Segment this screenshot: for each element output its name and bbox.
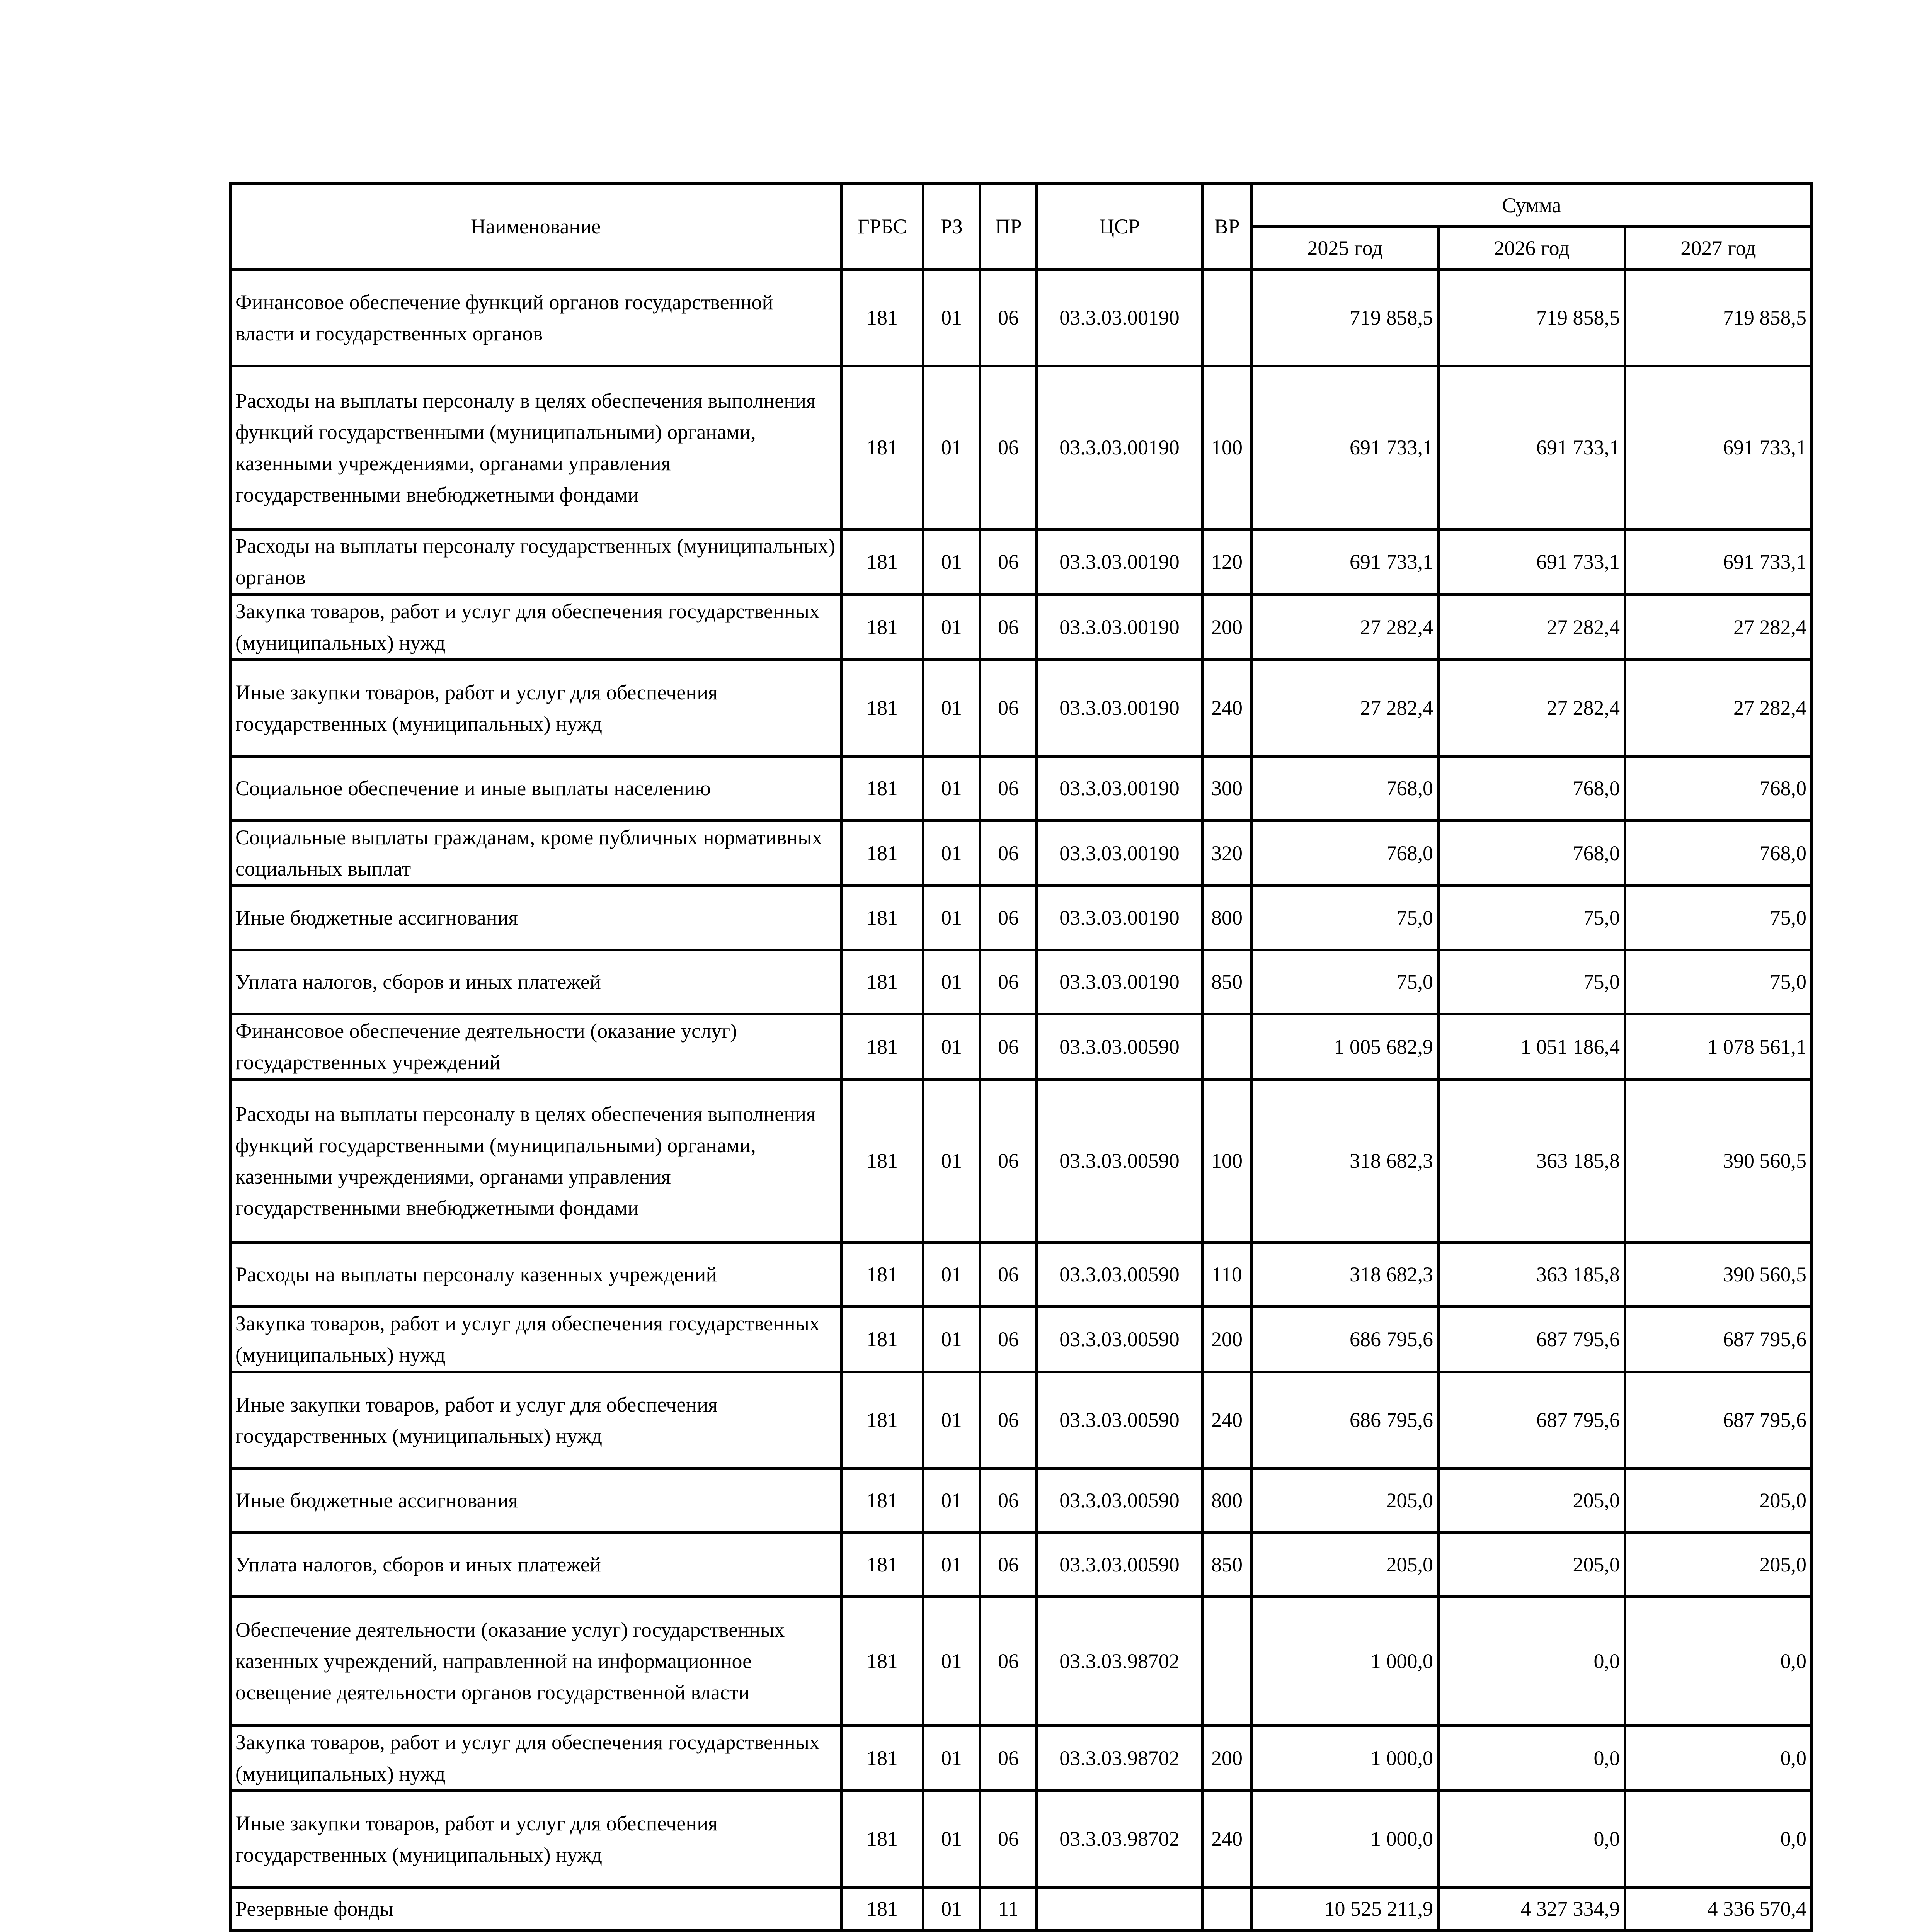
cell-grbs: 181 xyxy=(841,270,923,366)
cell-rz: 01 xyxy=(923,1888,980,1930)
cell-2027: 0,0 xyxy=(1625,1726,1812,1791)
cell-name: Иные закупки товаров, работ и услуг для обеспечения государственных (муниципальных) нужд xyxy=(230,660,841,757)
cell-vr: 300 xyxy=(1202,757,1252,821)
cell-name: Расходы на выплаты персоналу в целях обеспечения выполнения функций государственными (муниципальными) органами, казенными учреждениями, органами управления государственными внебюджетными фондами xyxy=(230,1080,841,1243)
cell-name: Иные закупки товаров, работ и услуг для обеспечения государственных (муниципальных) нужд xyxy=(230,1372,841,1469)
header-sum: Сумма xyxy=(1252,184,1812,227)
cell-2026: 687 795,6 xyxy=(1439,1372,1625,1469)
cell-2027: 1 078 561,1 xyxy=(1625,1014,1812,1080)
cell-csr: 03.3.03.98702 xyxy=(1037,1597,1202,1726)
cell-vr xyxy=(1202,1888,1252,1930)
header-2027: 2027 год xyxy=(1625,227,1812,270)
cell-2026: 0,0 xyxy=(1439,1791,1625,1888)
cell-csr: 03.3.03.00590 xyxy=(1037,1243,1202,1307)
cell-2027: 205,0 xyxy=(1625,1533,1812,1597)
cell-rz: 01 xyxy=(923,1726,980,1791)
cell-vr xyxy=(1202,1014,1252,1080)
cell-2025: 75,0 xyxy=(1252,950,1439,1014)
table-body xyxy=(230,270,1812,1932)
cell-2025: 686 795,6 xyxy=(1252,1372,1439,1469)
cell-pr: 06 xyxy=(980,595,1037,660)
cell-pr: 06 xyxy=(980,660,1037,757)
cell-vr: 110 xyxy=(1202,1243,1252,1307)
cell-pr: 06 xyxy=(980,1243,1037,1307)
cell-2025: 27 282,4 xyxy=(1252,595,1439,660)
cell-2027: 390 560,5 xyxy=(1625,1080,1812,1243)
cell-pr: 06 xyxy=(980,1469,1037,1533)
cell-grbs xyxy=(841,1930,923,1932)
cell-pr: 06 xyxy=(980,1726,1037,1791)
cell-2026: 691 733,1 xyxy=(1439,529,1625,595)
cell-name: Обеспечение деятельности (оказание услуг) государственных казенных учреждений, направленной на информационное освещение деятельности органов государственной власти xyxy=(230,1597,841,1726)
cell-2026: 0,0 xyxy=(1439,1726,1625,1791)
cell-2027: 390 560,5 xyxy=(1625,1243,1812,1307)
cell-grbs: 181 xyxy=(841,757,923,821)
cell-vr xyxy=(1202,270,1252,366)
cell-rz: 01 xyxy=(923,757,980,821)
header-name: Наименование xyxy=(230,184,841,270)
cell-2026: 1 051 186,4 xyxy=(1439,1014,1625,1080)
cell-name: Социальное обеспечение и иные выплаты населению xyxy=(230,757,841,821)
cell-2025: 205,0 xyxy=(1252,1469,1439,1533)
cell-csr: 03.3.03.00190 xyxy=(1037,950,1202,1014)
cell-csr: 03.3.03.00590 xyxy=(1037,1014,1202,1080)
cell-2026: 205,0 xyxy=(1439,1469,1625,1533)
cell-pr: 06 xyxy=(980,1372,1037,1469)
cell-2026: 27 282,4 xyxy=(1439,595,1625,660)
cell-2027: 768,0 xyxy=(1625,757,1812,821)
table-row xyxy=(230,1469,1812,1533)
cell-2026: 768,0 xyxy=(1439,757,1625,821)
cell-rz: 01 xyxy=(923,950,980,1014)
cell-csr: 03.3.03.00190 xyxy=(1037,821,1202,886)
cell-grbs: 181 xyxy=(841,1469,923,1533)
cell-grbs: 181 xyxy=(841,1791,923,1888)
table-row xyxy=(230,1014,1812,1080)
cell-grbs: 181 xyxy=(841,821,923,886)
cell-vr: 800 xyxy=(1202,1469,1252,1533)
cell-rz: 01 xyxy=(923,660,980,757)
cell-name: Иные бюджетные ассигнования xyxy=(230,1469,841,1533)
cell-rz: 01 xyxy=(923,1597,980,1726)
cell-rz xyxy=(923,1930,980,1932)
cell-name: Расходы на выплаты персоналу государственных (муниципальных) органов xyxy=(230,529,841,595)
cell-name: Закупка товаров, работ и услуг для обеспечения государственных (муниципальных) нужд xyxy=(230,1726,841,1791)
cell-csr: 03.3.03.00190 xyxy=(1037,595,1202,660)
cell-csr xyxy=(1037,1930,1202,1932)
cell-rz: 01 xyxy=(923,1469,980,1533)
cell-name xyxy=(230,1930,841,1932)
cell-csr: 03.3.03.00590 xyxy=(1037,1080,1202,1243)
table-row xyxy=(230,595,1812,660)
cell-2027: 27 282,4 xyxy=(1625,595,1812,660)
cell-name: Финансовое обеспечение деятельности (оказание услуг) государственных учреждений xyxy=(230,1014,841,1080)
cell-pr: 06 xyxy=(980,821,1037,886)
cell-rz: 01 xyxy=(923,1791,980,1888)
cell-rz: 01 xyxy=(923,595,980,660)
cell-name: Финансовое обеспечение функций органов государственной власти и государственных органов xyxy=(230,270,841,366)
header-csr: ЦСР xyxy=(1037,184,1202,270)
cell-vr: 200 xyxy=(1202,1307,1252,1372)
cell-csr: 03.3.03.00190 xyxy=(1037,270,1202,366)
cell-pr: 06 xyxy=(980,1307,1037,1372)
cell-name: Иные закупки товаров, работ и услуг для обеспечения государственных (муниципальных) нужд xyxy=(230,1791,841,1888)
cell-csr xyxy=(1037,1888,1202,1930)
table-row xyxy=(230,529,1812,595)
cell-csr: 03.3.03.98702 xyxy=(1037,1791,1202,1888)
cell-2025: 1 005 682,9 xyxy=(1252,1014,1439,1080)
cell-2027: 687 795,6 xyxy=(1625,1372,1812,1469)
table-row xyxy=(230,886,1812,950)
cell-grbs: 181 xyxy=(841,1726,923,1791)
cell-2026: 719 858,5 xyxy=(1439,270,1625,366)
cell-grbs: 181 xyxy=(841,1372,923,1469)
cell-csr: 03.3.03.00190 xyxy=(1037,660,1202,757)
cell-2026: 205,0 xyxy=(1439,1533,1625,1597)
table-row xyxy=(230,1597,1812,1726)
cell-2027 xyxy=(1625,1930,1812,1932)
header-2025: 2025 год xyxy=(1252,227,1439,270)
cell-2025: 719 858,5 xyxy=(1252,270,1439,366)
cell-2027: 75,0 xyxy=(1625,950,1812,1014)
cell-csr: 03.3.03.00590 xyxy=(1037,1469,1202,1533)
cell-vr: 320 xyxy=(1202,821,1252,886)
cell-csr: 03.3.03.00190 xyxy=(1037,529,1202,595)
cell-vr: 200 xyxy=(1202,1726,1252,1791)
cell-2027: 75,0 xyxy=(1625,886,1812,950)
cell-vr: 800 xyxy=(1202,886,1252,950)
cell-2026: 687 795,6 xyxy=(1439,1307,1625,1372)
cell-2027: 691 733,1 xyxy=(1625,366,1812,529)
cell-2026: 768,0 xyxy=(1439,821,1625,886)
cell-name: Расходы на выплаты персоналу казенных учреждений xyxy=(230,1243,841,1307)
cell-grbs: 181 xyxy=(841,1533,923,1597)
cell-2027: 205,0 xyxy=(1625,1469,1812,1533)
cell-csr: 03.3.03.00190 xyxy=(1037,366,1202,529)
cell-pr: 06 xyxy=(980,1533,1037,1597)
cell-rz: 01 xyxy=(923,821,980,886)
cell-vr: 120 xyxy=(1202,529,1252,595)
cell-name: Уплата налогов, сборов и иных платежей xyxy=(230,1533,841,1597)
cell-2027: 4 336 570,4 xyxy=(1625,1888,1812,1930)
table-row xyxy=(230,1372,1812,1469)
table-row xyxy=(230,1307,1812,1372)
cell-2026 xyxy=(1439,1930,1625,1932)
cell-csr: 03.3.03.00190 xyxy=(1037,886,1202,950)
cell-pr: 06 xyxy=(980,1597,1037,1726)
cell-2025: 686 795,6 xyxy=(1252,1307,1439,1372)
cell-2025: 75,0 xyxy=(1252,886,1439,950)
cell-rz: 01 xyxy=(923,529,980,595)
cell-grbs: 181 xyxy=(841,660,923,757)
cell-2026: 27 282,4 xyxy=(1439,660,1625,757)
cell-grbs: 181 xyxy=(841,529,923,595)
cell-name: Резервные фонды xyxy=(230,1888,841,1930)
cell-rz: 01 xyxy=(923,366,980,529)
cell-vr: 100 xyxy=(1202,1080,1252,1243)
cell-2027: 719 858,5 xyxy=(1625,270,1812,366)
header-pr: ПР xyxy=(980,184,1037,270)
cell-grbs: 181 xyxy=(841,1597,923,1726)
cell-vr: 200 xyxy=(1202,595,1252,660)
header-2026: 2026 год xyxy=(1439,227,1625,270)
cell-grbs: 181 xyxy=(841,1888,923,1930)
cell-name: Закупка товаров, работ и услуг для обеспечения государственных (муниципальных) нужд xyxy=(230,1307,841,1372)
cell-pr: 06 xyxy=(980,886,1037,950)
table-row xyxy=(230,366,1812,529)
cell-csr: 03.3.03.98702 xyxy=(1037,1726,1202,1791)
header-grbs: ГРБС xyxy=(841,184,923,270)
cell-2025 xyxy=(1252,1930,1439,1932)
cell-2027: 0,0 xyxy=(1625,1791,1812,1888)
cell-2025: 205,0 xyxy=(1252,1533,1439,1597)
cell-2025: 691 733,1 xyxy=(1252,366,1439,529)
cell-2025: 27 282,4 xyxy=(1252,660,1439,757)
cell-name: Расходы на выплаты персоналу в целях обеспечения выполнения функций государственными (муниципальными) органами, казенными учреждениями, органами управления государственными внебюджетными фондами xyxy=(230,366,841,529)
cell-csr: 03.3.03.00590 xyxy=(1037,1372,1202,1469)
cell-grbs: 181 xyxy=(841,1307,923,1372)
cell-2027: 27 282,4 xyxy=(1625,660,1812,757)
cell-rz: 01 xyxy=(923,1307,980,1372)
table-row xyxy=(230,1726,1812,1791)
cell-2025: 1 000,0 xyxy=(1252,1597,1439,1726)
cell-2026: 0,0 xyxy=(1439,1597,1625,1726)
cell-2026: 691 733,1 xyxy=(1439,366,1625,529)
cell-pr: 06 xyxy=(980,1014,1037,1080)
cell-2025: 691 733,1 xyxy=(1252,529,1439,595)
cell-rz: 01 xyxy=(923,1533,980,1597)
cell-2025: 318 682,3 xyxy=(1252,1080,1439,1243)
cell-pr: 06 xyxy=(980,1791,1037,1888)
cell-vr: 240 xyxy=(1202,1372,1252,1469)
cell-2026: 363 185,8 xyxy=(1439,1080,1625,1243)
cell-vr: 240 xyxy=(1202,660,1252,757)
cell-2027: 768,0 xyxy=(1625,821,1812,886)
cell-rz: 01 xyxy=(923,1243,980,1307)
cell-rz: 01 xyxy=(923,270,980,366)
cell-name: Иные бюджетные ассигнования xyxy=(230,886,841,950)
table-row xyxy=(230,757,1812,821)
table-row xyxy=(230,660,1812,757)
cell-pr xyxy=(980,1930,1037,1932)
cell-2027: 687 795,6 xyxy=(1625,1307,1812,1372)
cell-pr: 06 xyxy=(980,1080,1037,1243)
table-row xyxy=(230,1080,1812,1243)
cell-pr: 06 xyxy=(980,366,1037,529)
table-row xyxy=(230,950,1812,1014)
cell-rz: 01 xyxy=(923,1372,980,1469)
cell-csr: 03.3.03.00190 xyxy=(1037,757,1202,821)
cell-pr: 06 xyxy=(980,950,1037,1014)
cell-2026: 75,0 xyxy=(1439,950,1625,1014)
table-row xyxy=(230,270,1812,366)
cell-vr: 850 xyxy=(1202,1533,1252,1597)
cell-csr: 03.3.03.00590 xyxy=(1037,1307,1202,1372)
table-row xyxy=(230,1243,1812,1307)
table-row xyxy=(230,821,1812,886)
cell-2025: 768,0 xyxy=(1252,757,1439,821)
cell-name: Уплата налогов, сборов и иных платежей xyxy=(230,950,841,1014)
header-vr: ВР xyxy=(1202,184,1252,270)
cell-rz: 01 xyxy=(923,1080,980,1243)
cell-2025: 1 000,0 xyxy=(1252,1726,1439,1791)
table-row xyxy=(230,1533,1812,1597)
cell-2026: 4 327 334,9 xyxy=(1439,1888,1625,1930)
cell-name: Закупка товаров, работ и услуг для обеспечения государственных (муниципальных) нужд xyxy=(230,595,841,660)
cell-pr: 06 xyxy=(980,270,1037,366)
cell-grbs: 181 xyxy=(841,366,923,529)
cell-2027: 691 733,1 xyxy=(1625,529,1812,595)
cell-rz: 01 xyxy=(923,1014,980,1080)
cell-vr xyxy=(1202,1597,1252,1726)
cell-rz: 01 xyxy=(923,886,980,950)
cell-grbs: 181 xyxy=(841,1014,923,1080)
cell-2026: 75,0 xyxy=(1439,886,1625,950)
cell-csr: 03.3.03.00590 xyxy=(1037,1533,1202,1597)
cell-grbs: 181 xyxy=(841,595,923,660)
cell-2025: 10 525 211,9 xyxy=(1252,1888,1439,1930)
cell-2026: 363 185,8 xyxy=(1439,1243,1625,1307)
cell-vr: 850 xyxy=(1202,950,1252,1014)
table-row xyxy=(230,1791,1812,1888)
table-row xyxy=(230,1930,1812,1932)
cell-grbs: 181 xyxy=(841,886,923,950)
cell-vr: 240 xyxy=(1202,1791,1252,1888)
cell-2027: 0,0 xyxy=(1625,1597,1812,1726)
cell-2025: 1 000,0 xyxy=(1252,1791,1439,1888)
cell-pr: 11 xyxy=(980,1888,1037,1930)
cell-grbs: 181 xyxy=(841,950,923,1014)
cell-vr xyxy=(1202,1930,1252,1932)
cell-2025: 318 682,3 xyxy=(1252,1243,1439,1307)
header-rz: РЗ xyxy=(923,184,980,270)
table-row xyxy=(230,1888,1812,1930)
cell-grbs: 181 xyxy=(841,1243,923,1307)
cell-grbs: 181 xyxy=(841,1080,923,1243)
cell-vr: 100 xyxy=(1202,366,1252,529)
cell-pr: 06 xyxy=(980,529,1037,595)
cell-name: Социальные выплаты гражданам, кроме публичных нормативных социальных выплат xyxy=(230,821,841,886)
budget-table xyxy=(229,182,1813,1932)
cell-2025: 768,0 xyxy=(1252,821,1439,886)
cell-pr: 06 xyxy=(980,757,1037,821)
